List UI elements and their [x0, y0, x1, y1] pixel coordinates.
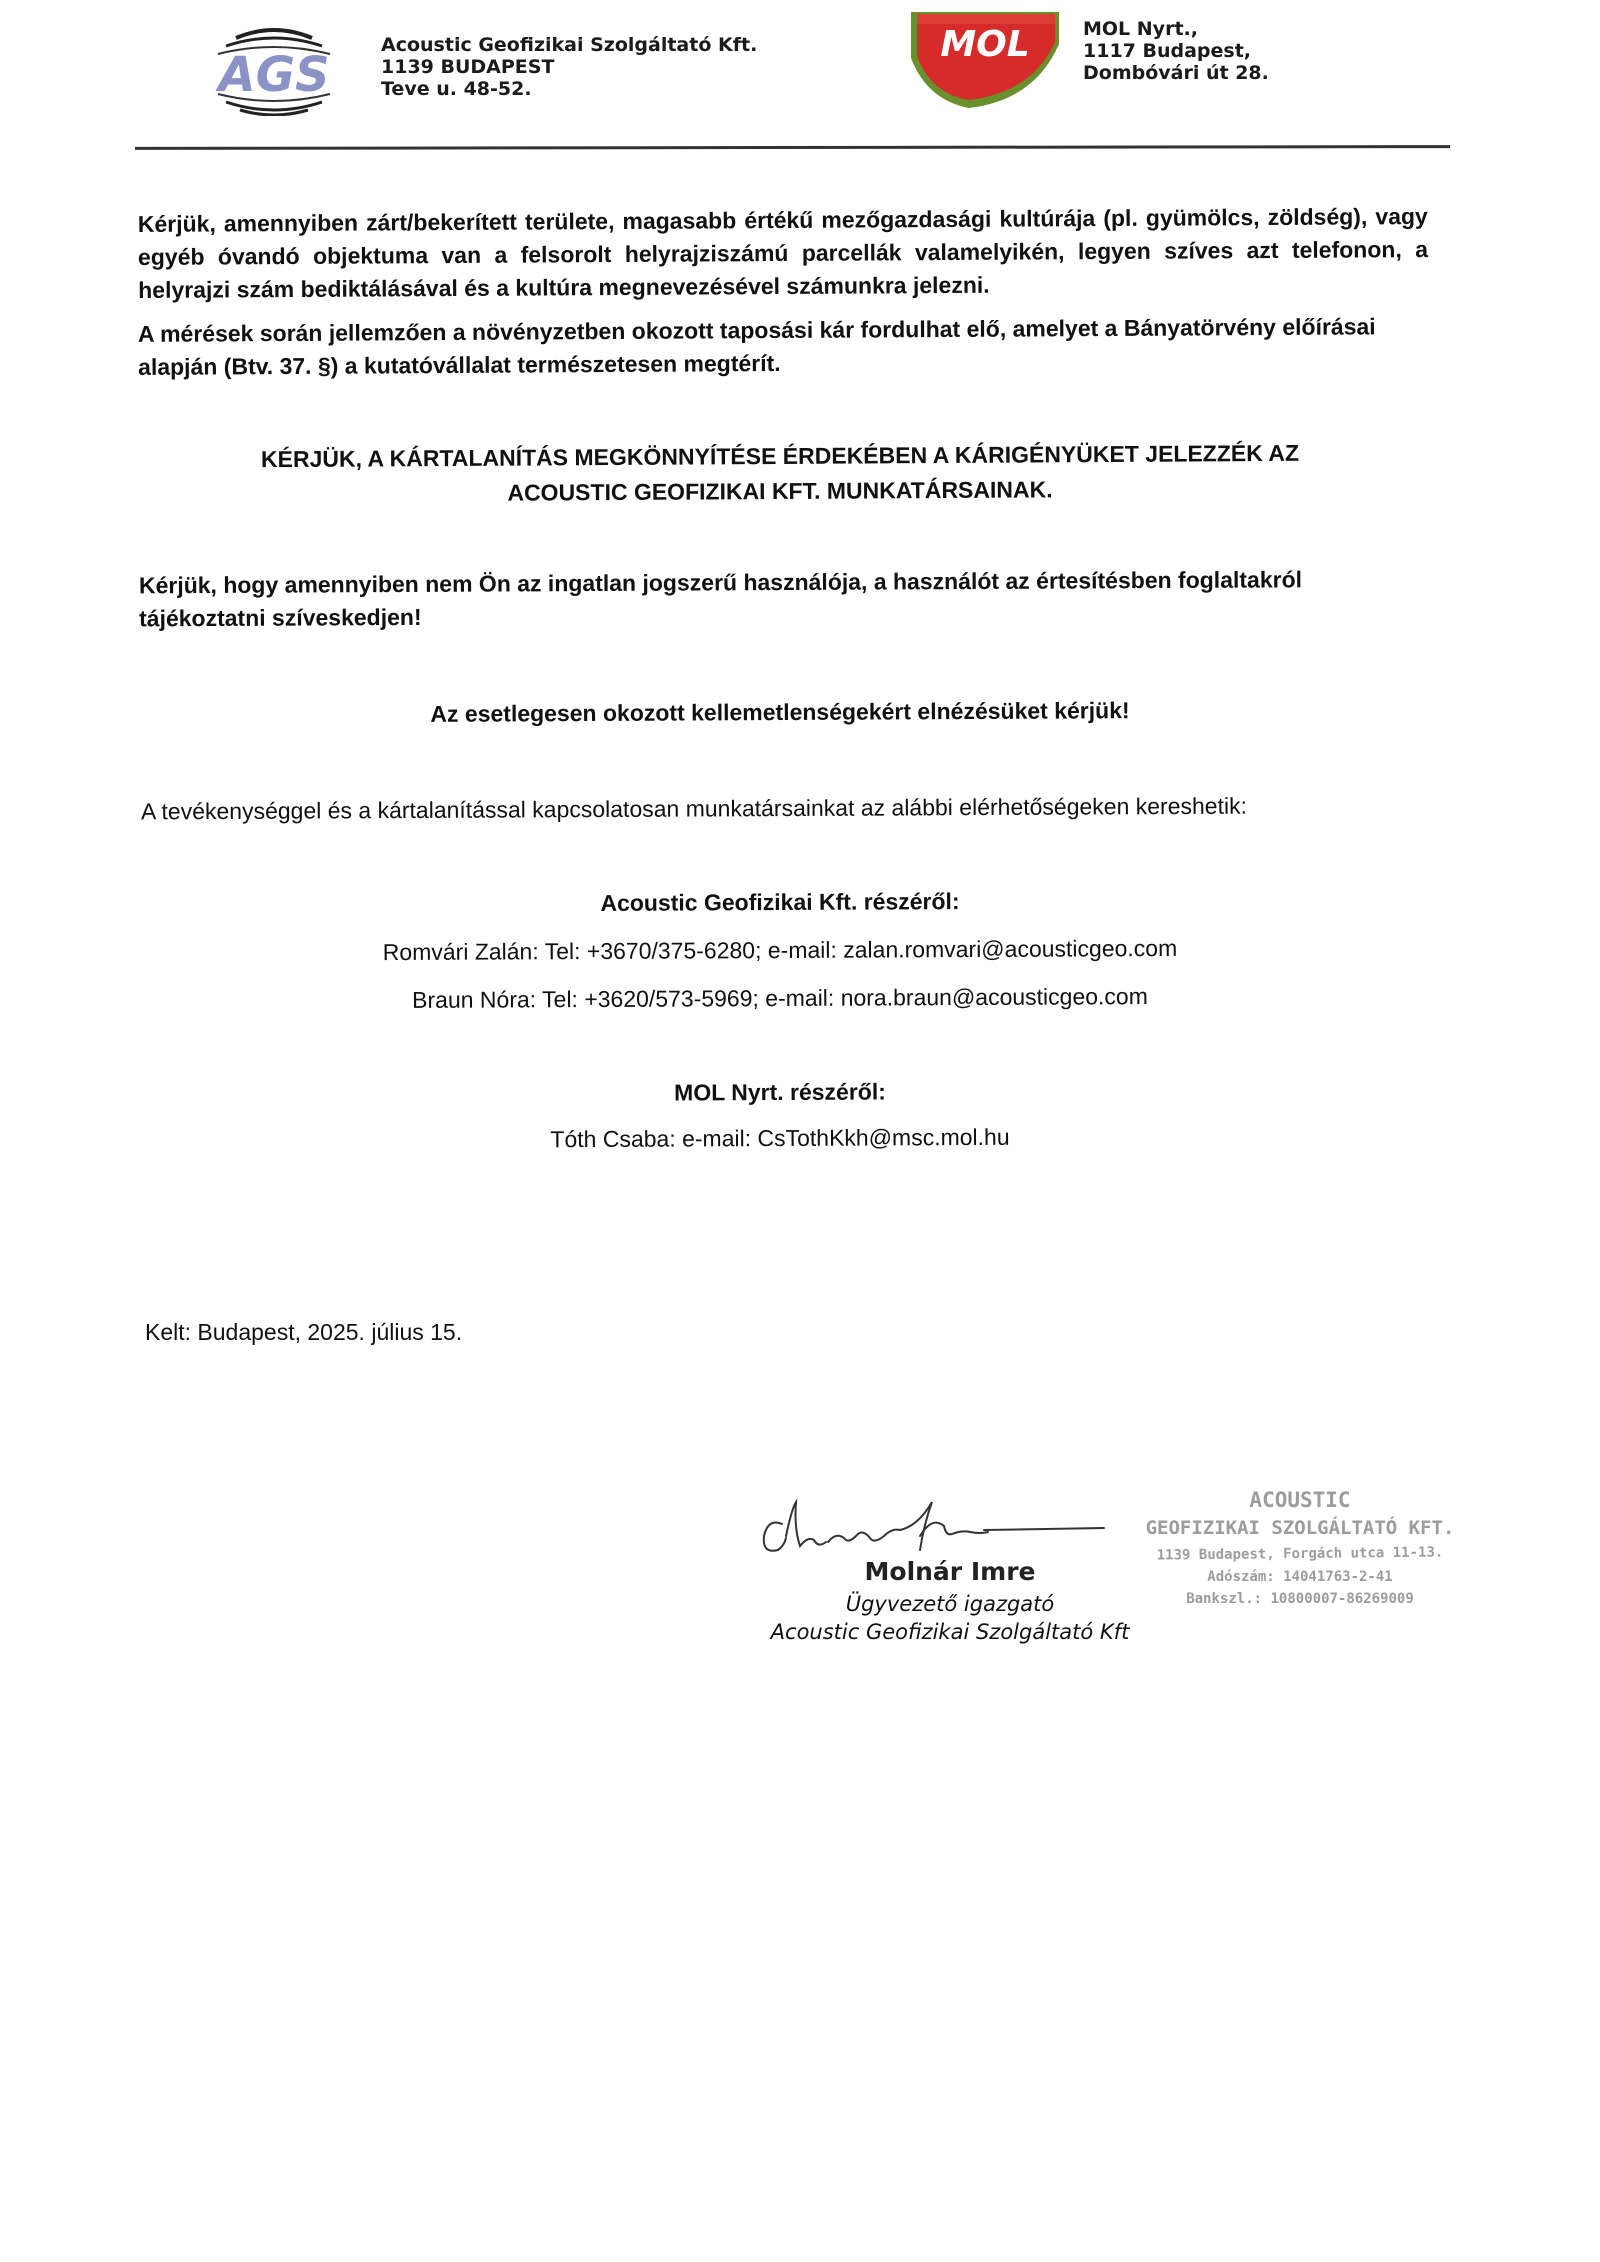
- handwritten-signature: [748, 1478, 1108, 1568]
- stamp-line: Bankszl.: 10800007-86269009: [1186, 1591, 1414, 1607]
- ags-logo: [188, 24, 360, 116]
- mol-street: Dombóvári út 28.: [1083, 62, 1269, 84]
- ags-logo-text: AGS: [218, 47, 330, 103]
- stamp-line: Adószám: 14041763-2-41: [1207, 1569, 1393, 1585]
- paragraph-damage-info: A mérések során jellemzően a növényzetben okozott taposási kár fordulhat elő, amelyet a Bányatörvény előírásai alapján (Btv. 37. §) a kutatóvállalat természetesen megtérít.: [137, 313, 1376, 380]
- date-line: Kelt: Budapest, 2025. július 15.: [145, 1319, 463, 1345]
- contact-intro: A tevékenységgel és a kártalanítással kapcsolatosan munkatársainkat az alábbi elérhetőségeken kereshetik:: [140, 792, 1248, 825]
- mol-logo-text: MOL: [940, 24, 1030, 65]
- caps-request-line2: ACOUSTIC GEOFIZIKAI KFT. MUNKATÁRSAINAK.: [507, 476, 1053, 506]
- paragraph-fenced-area: Kérjük, amennyiben zárt/bekerített területe, magasabb értékű mezőgazdasági kultúrája (pl. gyümölcs, zöldség), vagy egyéb óvandó objektuma van a felsorolt helyrajziszámú parcellák valamelyikén, legyen szíves azt telefonon, a helyrajzi szám bediktálásával és a kultúra megnevezésével számunkra jelezni.: [137, 203, 1429, 303]
- mol-logo: [905, 8, 1065, 112]
- contact-person: Tóth Csaba: e-mail: CsTothKkh@msc.mol.hu: [550, 1123, 1010, 1153]
- ags-company-name: Acoustic Geofizikai Szolgáltató Kft.: [381, 34, 758, 56]
- contact-person: Romvári Zalán: Tel: +3670/375-6280; e-mail: zalan.romvari@acousticgeo.com: [382, 934, 1178, 966]
- mol-contacts-heading: MOL Nyrt. részéről:: [674, 1078, 886, 1106]
- header-divider: [135, 145, 1450, 150]
- stamp-line: 1139 Budapest, Forgách utca 11-13.: [1156, 1544, 1444, 1564]
- stamp-line: ACOUSTIC: [1249, 1488, 1351, 1512]
- acoustic-contacts-heading: Acoustic Geofizikai Kft. részéről:: [600, 888, 960, 916]
- company-stamp: [1130, 1486, 1470, 1610]
- paragraph-user-notice: Kérjük, hogy amennyiben nem Ön az ingatlan jogszerű használója, a használót az értesítésben foglaltakról tájékoztatni szíveskedjen!: [138, 566, 1303, 632]
- ags-address: [381, 34, 757, 100]
- signer-name: Molnár Imre: [864, 1557, 1036, 1586]
- caps-request-line1: KÉRJÜK, A KÁRTALANÍTÁS MEGKÖNNYÍTÉSE ÉRDEKÉBEN A KÁRIGÉNYÜKET JELEZZÉK AZ: [260, 439, 1300, 473]
- contact-person: Braun Nóra: Tel: +3620/573-5969; e-mail: nora.braun@acousticgeo.com: [412, 983, 1148, 1013]
- signer-company: Acoustic Geofizikai Szolgáltató Kft: [770, 1620, 1130, 1644]
- apology-line: Az esetlegesen okozott kellemetlenségekért elnézésüket kérjük!: [430, 697, 1130, 727]
- mol-address: [1083, 18, 1269, 84]
- stamp-line: GEOFIZIKAI SZOLGÁLTATÓ KFT.: [1145, 1517, 1455, 1539]
- signature-block: [740, 1556, 1160, 1646]
- ags-city: 1139 BUDAPEST: [381, 56, 555, 78]
- signer-title: Ügyvezető igazgató: [845, 1592, 1055, 1616]
- mol-company-name: MOL Nyrt.,: [1083, 18, 1198, 40]
- ags-street: Teve u. 48-52.: [381, 78, 532, 100]
- mol-city: 1117 Budapest,: [1083, 40, 1252, 62]
